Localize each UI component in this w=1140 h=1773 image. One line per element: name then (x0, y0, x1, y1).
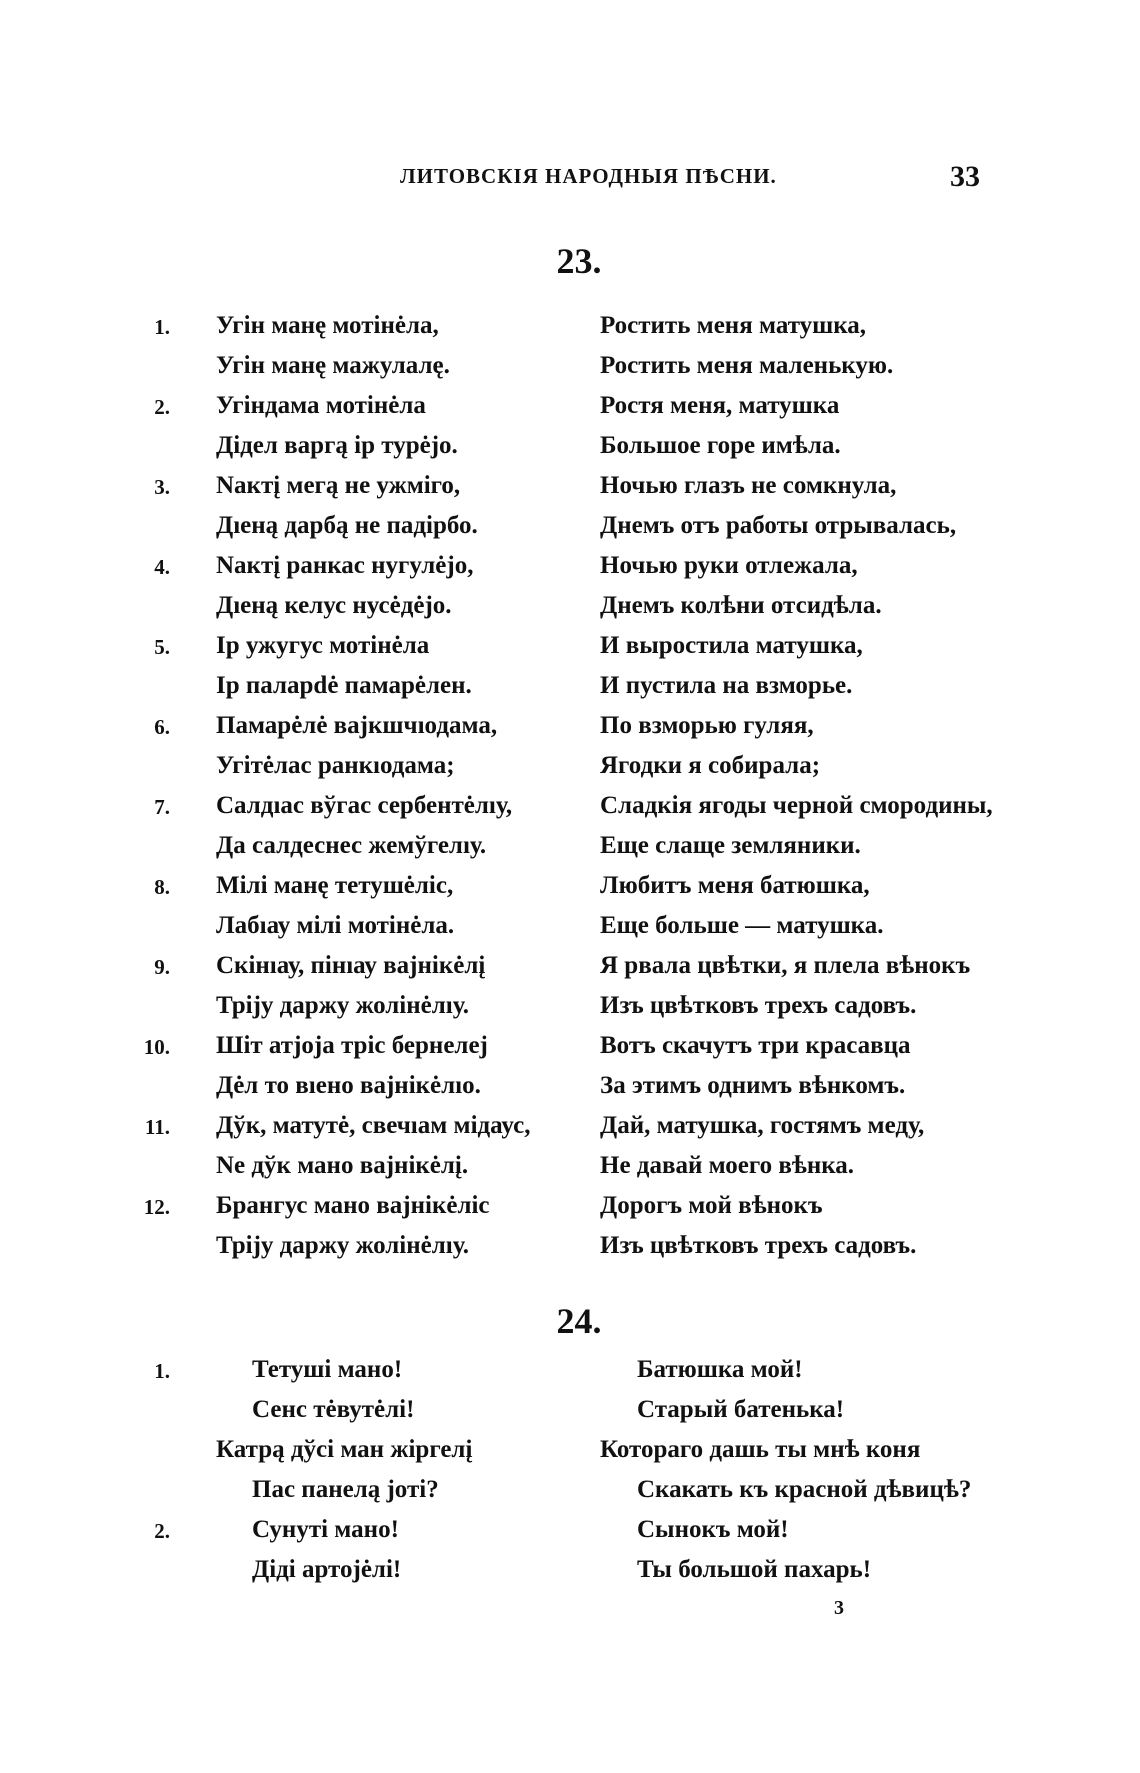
lithuanian-text: Сунуті мано! (252, 1516, 399, 1543)
stanza-number: 11. (144, 1115, 170, 1139)
russian-text: И выростила матушка, (600, 632, 863, 659)
verse-line (0, 992, 1140, 1032)
lithuanian-text: Дідел варгą ір турėjо. (216, 432, 458, 459)
verse-line (0, 752, 1140, 792)
verse-line (0, 312, 1140, 352)
russian-text: Дай, матушка, гостямъ меду, (600, 1112, 925, 1139)
verse-line (0, 912, 1140, 952)
verse-line (0, 1112, 1140, 1152)
russian-text: Еще больше — матушка. (600, 912, 884, 939)
verse-line (0, 512, 1140, 552)
russian-text: Сладкія ягоды черной смородины, (600, 792, 993, 819)
lithuanian-text: Ір ужугус мотінėла (216, 632, 430, 659)
lithuanian-text: Памарėлė вajкшчıодама, (216, 712, 498, 739)
stanza-number: 9. (154, 955, 170, 979)
verse-line (0, 1436, 1140, 1476)
lithuanian-text: Лабıау мілі мотінėла. (216, 912, 455, 939)
lithuanian-text: Тетуші мано! (252, 1356, 403, 1383)
lithuanian-text: Тріjу даржу жолінėлıу. (216, 992, 469, 1019)
verse-line (0, 1152, 1140, 1192)
verse-line (0, 792, 1140, 832)
russian-text: По взморью гуляя, (600, 712, 814, 739)
lithuanian-text: Ір паларdė памарėлен. (216, 672, 472, 699)
stanza-number: 7. (154, 795, 170, 819)
russian-text: Скакать къ красной дѣвицѣ? (637, 1476, 972, 1503)
russian-text: Ростя меня, матушка (600, 392, 840, 419)
russian-text: Сынокъ мой! (637, 1516, 789, 1543)
russian-text: Ягодки я собирала; (600, 752, 821, 779)
russian-text: Еще слаще земляники. (600, 832, 861, 859)
russian-text: Вотъ скачутъ три красавца (600, 1032, 911, 1059)
verse-line (0, 592, 1140, 632)
lithuanian-text: Мілі манę тетушėліс, (216, 872, 454, 899)
verse-line (0, 1072, 1140, 1112)
lithuanian-text: Катрą дўсі ман жіргелį (216, 1436, 473, 1463)
running-title: ЛИТОВСКІЯ НАРОДНЫЯ ПѢСНИ. (400, 164, 777, 188)
verse-line (0, 392, 1140, 432)
verse-line (0, 712, 1140, 752)
russian-text: Дорогъ мой вѣнокъ (600, 1192, 823, 1219)
lithuanian-text: Дўк, матутė, свечıам мідаус, (216, 1112, 531, 1139)
verse-line (0, 832, 1140, 872)
verse-line (0, 632, 1140, 672)
russian-text: Ночью руки отлежала, (600, 552, 858, 579)
verse-line (0, 1516, 1140, 1556)
russian-text: Я рвала цвѣтки, я плела вѣнокъ (600, 952, 971, 979)
lithuanian-text: Діді артоjėлі! (252, 1556, 402, 1583)
lithuanian-text: Дıенą келус нусėдėjо. (216, 592, 452, 619)
lithuanian-text: Тріjу даржу жолінėлıу. (216, 1232, 469, 1259)
song-number-24: 24. (556, 1301, 602, 1341)
lithuanian-text: Брангус мано вajнікėліс (216, 1192, 490, 1219)
russian-text: Котораго дашь ты мнѣ коня (600, 1436, 921, 1463)
verse-line (0, 672, 1140, 712)
stanza-number: 6. (154, 715, 170, 739)
verse-line (0, 472, 1140, 512)
lithuanian-text: Салдıас вўгас сербентėлıу, (216, 792, 513, 819)
stanza-number: 4. (154, 555, 170, 579)
verse-line (0, 1396, 1140, 1436)
song-number-23: 23. (556, 241, 602, 281)
russian-text: И пустила на взморье. (600, 672, 853, 699)
stanza-number: 1. (154, 315, 170, 339)
lithuanian-text: Nактį мегą не ужміго, (216, 472, 461, 499)
verse-line (0, 1192, 1140, 1232)
russian-text: Ростить меня маленькую. (600, 352, 894, 379)
signature-mark: 3 (834, 1597, 844, 1619)
lithuanian-text: Пас панелą jоті? (252, 1476, 439, 1503)
lithuanian-text: Nе дўк мано вajнікėлį. (216, 1152, 469, 1179)
verse-line (0, 1556, 1140, 1596)
stanza-number: 12. (143, 1195, 170, 1219)
lithuanian-text: Да салдеснес жемўгелıу. (216, 832, 487, 859)
lithuanian-text: Nактį ранкас нугулėjо, (216, 552, 474, 579)
russian-text: За этимъ однимъ вѣнкомъ. (600, 1072, 906, 1099)
verse-line (0, 352, 1140, 392)
russian-text: Любитъ меня батюшка, (600, 872, 870, 899)
russian-text: Старый батенька! (637, 1396, 845, 1423)
page-number: 33 (950, 160, 980, 193)
stanza-number: 2. (154, 395, 170, 419)
lithuanian-text: Угін манę мажулалę. (216, 352, 450, 379)
russian-text: Не давай моего вѣнка. (600, 1152, 855, 1179)
verse-line (0, 1232, 1140, 1272)
lithuanian-text: Сенс тėвутėлі! (252, 1396, 415, 1423)
running-head (0, 160, 1140, 196)
stanza-number: 10. (143, 1035, 170, 1059)
russian-text: Изъ цвѣтковъ трехъ садовъ. (600, 1232, 917, 1259)
stanza-number: 8. (154, 875, 170, 899)
russian-text: Днемъ колѣни отсидѣла. (600, 592, 882, 619)
russian-text: Батюшка мой! (637, 1356, 803, 1383)
russian-text: Ростить меня матушка, (600, 312, 867, 339)
russian-text: Изъ цвѣтковъ трехъ садовъ. (600, 992, 917, 1019)
lithuanian-text: Угітėлас ранкıодама; (216, 752, 455, 779)
verse-line (0, 1356, 1140, 1396)
lithuanian-text: Скінıау, пінıау вajнікėлį (216, 952, 486, 979)
stanza-number: 1. (154, 1359, 170, 1383)
verse-line (0, 1476, 1140, 1516)
stanza-number: 2. (154, 1519, 170, 1543)
verse-line (0, 432, 1140, 472)
russian-text: Ты большой пахарь! (637, 1556, 872, 1583)
verse-line (0, 952, 1140, 992)
russian-text: Ночью глазъ не сомкнула, (600, 472, 897, 499)
lithuanian-text: Шіт атjоjа тріс бернелеj (216, 1032, 488, 1059)
stanza-number: 3. (154, 475, 170, 499)
russian-text: Днемъ отъ работы отрывалась, (600, 512, 957, 539)
lithuanian-text: Угін манę мотінėла, (216, 312, 439, 339)
verse-line (0, 1032, 1140, 1072)
verse-line (0, 872, 1140, 912)
stanza-number: 5. (154, 635, 170, 659)
lithuanian-text: Угіндама мотінėла (216, 392, 426, 419)
lithuanian-text: Дıенą дарбą не падірбо. (216, 512, 478, 539)
verse-line (0, 552, 1140, 592)
russian-text: Большое горе имѣла. (600, 432, 841, 459)
lithuanian-text: Дėл то вıено вajнікėлıо. (216, 1072, 481, 1099)
